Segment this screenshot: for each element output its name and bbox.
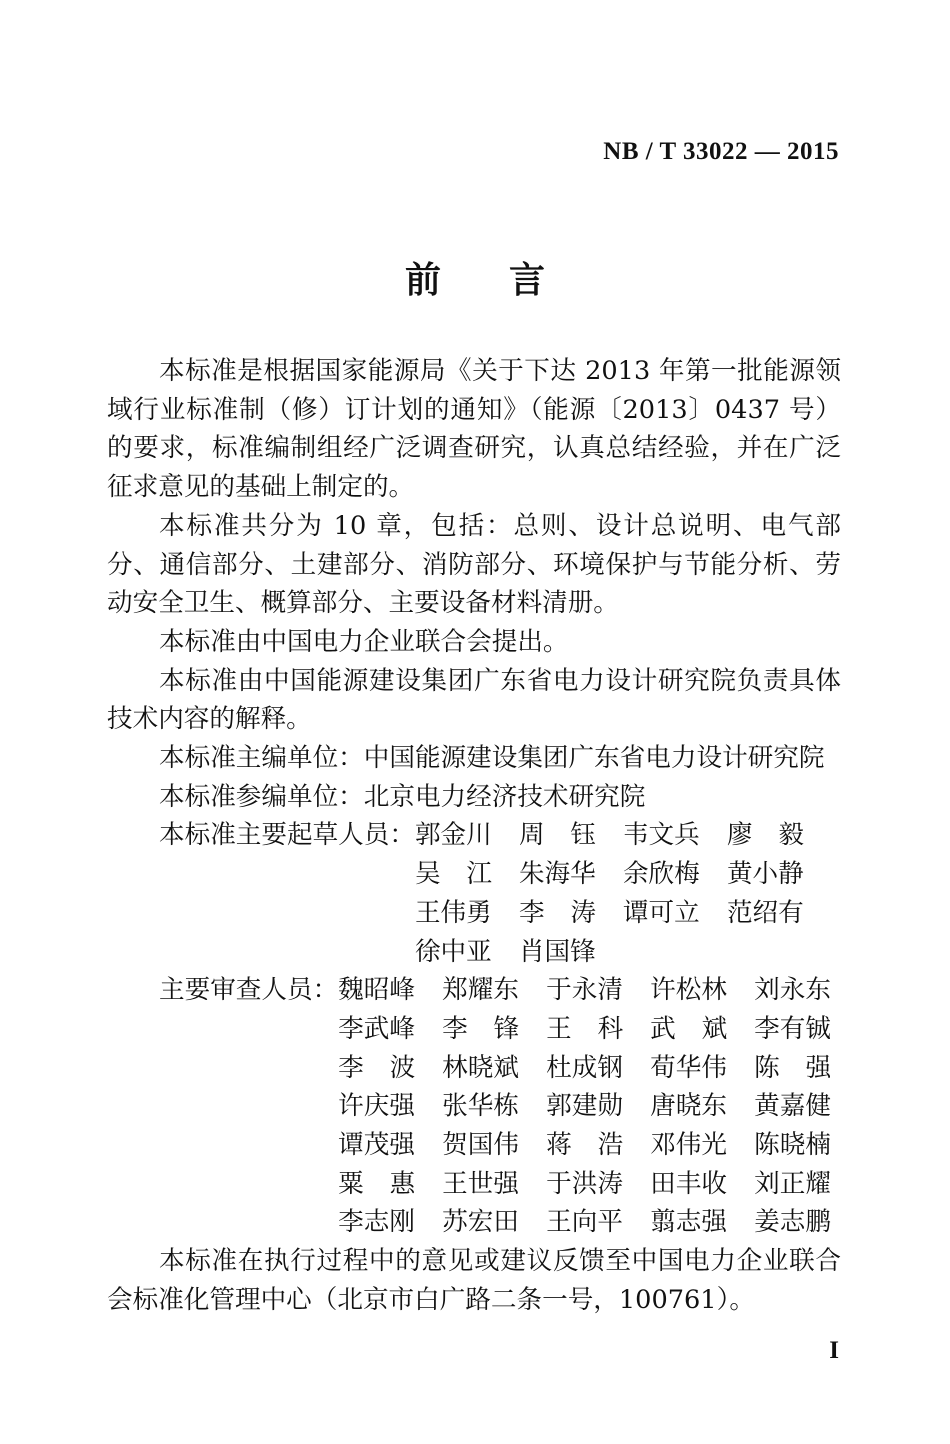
person-name: 翦志强 (650, 1207, 727, 1238)
person-name: 王科 (546, 1013, 624, 1044)
person-name: 李有铖 (754, 1013, 831, 1044)
drafters-block (107, 816, 841, 971)
person-name: 武斌 (650, 1013, 728, 1044)
person-name: 余欣梅 (622, 859, 700, 890)
person-name: 苏宏田 (442, 1207, 519, 1238)
page-number: I (829, 1337, 839, 1364)
person-name: 蒋浩 (546, 1130, 624, 1161)
person-name: 刘正耀 (754, 1168, 831, 1199)
person-name: 黄嘉健 (754, 1091, 831, 1122)
person-name: 粟惠 (338, 1168, 416, 1199)
person-name: 廖毅 (726, 820, 804, 851)
paragraph-chief-editor: 本标准主编单位：中国能源建设集团广东省电力设计研究院 (159, 743, 825, 774)
person-name: 徐中亚 (414, 936, 492, 967)
person-name: 杜成钢 (546, 1052, 623, 1083)
standard-number: NB / T 33022 — 2015 (603, 138, 839, 165)
person-name: 郭建勋 (546, 1091, 623, 1122)
person-name: 李涛 (518, 897, 596, 928)
reviewers-label: 主要审查人员： (159, 975, 339, 1006)
reviewers-block (107, 971, 841, 1242)
paragraph-origin: 本标准是根据国家能源局《关于下达 2013 年第一批能源领域行业标准制（修）订计划的通知》（能源〔2013〕0437 号）的要求，标准编制组经广泛调查研究，认真总结经验，并在广泛征求意见的基础上制定的。 (107, 356, 841, 503)
person-name: 许松林 (650, 975, 727, 1006)
person-name: 田丰收 (650, 1168, 727, 1199)
person-name: 刘永东 (754, 975, 831, 1006)
person-name: 郭金川 (414, 820, 492, 851)
person-name: 李锋 (442, 1013, 520, 1044)
person-name: 李志刚 (338, 1207, 415, 1238)
person-name: 魏昭峰 (338, 975, 415, 1006)
person-name: 贺国伟 (442, 1130, 519, 1161)
preface-body (107, 352, 841, 1320)
person-name: 姜志鹏 (754, 1207, 831, 1238)
person-name: 范绍有 (726, 897, 804, 928)
person-name: 于洪涛 (546, 1168, 623, 1199)
page-title: 前言 (404, 260, 613, 301)
paragraph-feedback: 本标准在执行过程中的意见或建议反馈至中国电力企业联合会标准化管理中心（北京市白广路二条一号，100761）。 (107, 1246, 841, 1315)
person-name: 李武峰 (338, 1013, 415, 1044)
person-name: 肖国锋 (518, 936, 596, 967)
person-name: 郑耀东 (442, 975, 519, 1006)
person-name: 荀华伟 (650, 1052, 727, 1083)
person-name: 林晓斌 (442, 1052, 519, 1083)
person-name: 朱海华 (518, 859, 596, 890)
drafters-label: 本标准主要起草人员： (159, 820, 415, 851)
person-name: 韦文兵 (622, 820, 700, 851)
person-name: 吴江 (414, 859, 492, 890)
paragraph-co-editor: 本标准参编单位：北京电力经济技术研究院 (159, 781, 646, 812)
person-name: 王伟勇 (414, 897, 492, 928)
drafters-list (415, 816, 831, 971)
person-name: 周钰 (518, 820, 596, 851)
person-name: 谭可立 (622, 897, 700, 928)
paragraph-interpreter: 本标准由中国能源建设集团广东省电力设计研究院负责具体技术内容的解释。 (107, 665, 841, 735)
person-name: 邓伟光 (650, 1130, 727, 1161)
person-name: 陈晓楠 (754, 1130, 831, 1161)
reviewers-list (338, 971, 858, 1242)
person-name: 王向平 (546, 1207, 623, 1238)
person-name: 唐晓东 (650, 1091, 727, 1122)
person-name: 于永清 (546, 975, 623, 1006)
person-name: 陈强 (754, 1052, 832, 1083)
person-name: 黄小静 (726, 859, 804, 890)
person-name: 李波 (338, 1052, 416, 1083)
person-name: 张华栋 (442, 1091, 519, 1122)
person-name: 许庆强 (338, 1091, 415, 1122)
person-name: 王世强 (442, 1168, 519, 1199)
person-name: 谭茂强 (338, 1130, 415, 1161)
paragraph-proposer: 本标准由中国电力企业联合会提出。 (159, 626, 569, 657)
paragraph-chapters: 本标准共分为 10 章，包括：总则、设计总说明、电气部分、通信部分、土建部分、消防部分、环境保护与节能分析、劳动安全卫生、概算部分、主要设备材料清册。 (107, 510, 841, 619)
